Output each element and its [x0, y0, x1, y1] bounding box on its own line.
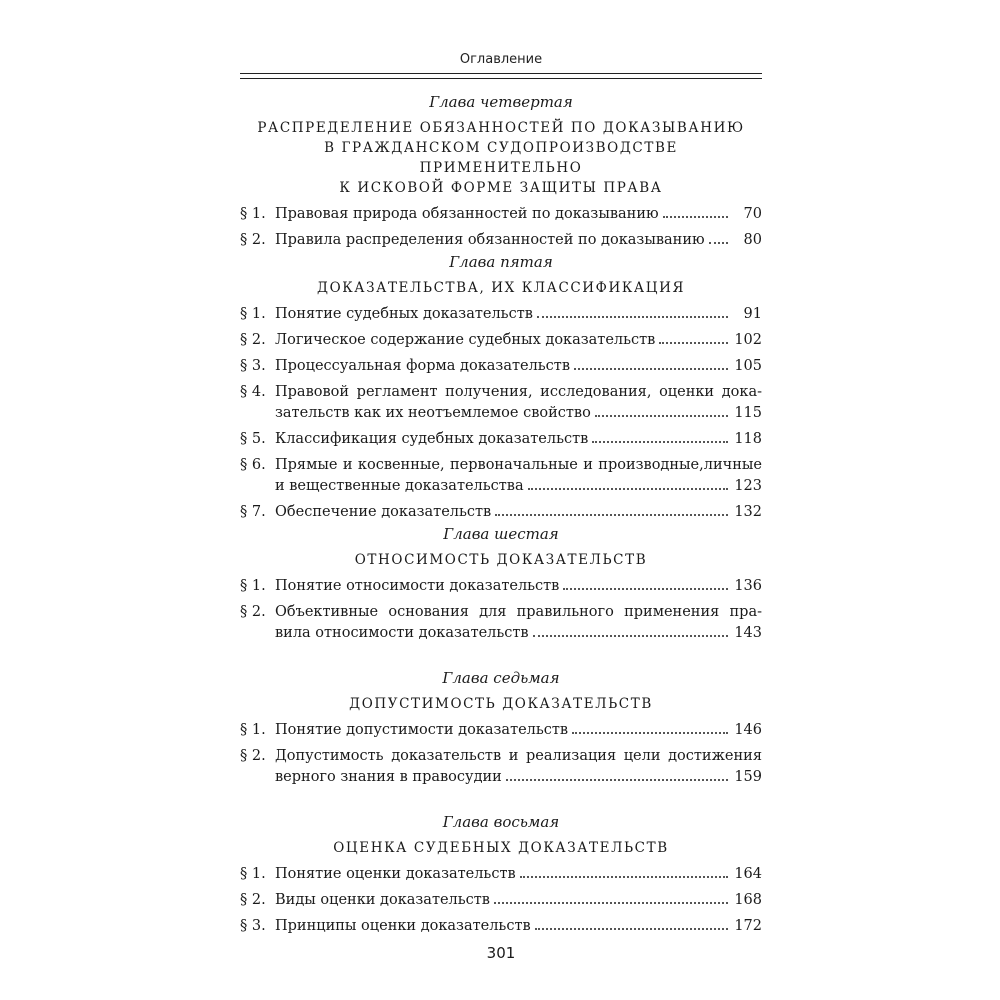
- chapter: [240, 812, 762, 942]
- section-number: § 2.: [240, 232, 266, 248]
- page-ref: 164: [734, 866, 762, 882]
- toc-entry[interactable]: [240, 864, 762, 885]
- running-head: Оглавление: [459, 52, 543, 67]
- page-ref: 105: [734, 358, 762, 374]
- entry-title-line: Правила распределения обязанностей по доказыванию: [275, 232, 705, 248]
- page-ref: 143: [734, 625, 762, 641]
- section-number: § 6.: [240, 457, 266, 473]
- section-number: § 2.: [240, 748, 266, 764]
- page-ref: 168: [734, 892, 762, 908]
- chapter-title: [240, 838, 762, 858]
- section-number: § 1.: [240, 866, 266, 882]
- section-number: § 4.: [240, 384, 266, 400]
- toc-entry[interactable]: [240, 502, 762, 523]
- entry-title-line: Допустимость доказательств и реализация цели достижения: [275, 748, 762, 764]
- section-number: § 3.: [240, 918, 266, 934]
- toc-entry-list: [240, 720, 762, 788]
- toc-entry[interactable]: [240, 916, 762, 937]
- entry-body: [275, 890, 762, 911]
- section-number: § 7.: [240, 504, 266, 520]
- toc-entry[interactable]: [240, 746, 762, 788]
- entry-title-line: Прямые и косвенные, первоначальные и производные,личные: [275, 457, 762, 473]
- entry-body: [275, 602, 762, 644]
- entry-last-line: [275, 767, 762, 788]
- section-number: § 1.: [240, 306, 266, 322]
- dot-leader: [595, 415, 728, 417]
- entry-last-line: [275, 429, 762, 450]
- toc-entry[interactable]: [240, 304, 762, 325]
- entry-title-line: Понятие допустимости доказательств: [275, 722, 569, 738]
- entry-body: [275, 502, 762, 523]
- entry-body: [275, 746, 762, 788]
- chapter-title-line: В ГРАЖДАНСКОМ СУДОПРОИЗВОДСТВЕ ПРИМЕНИТЕЛЬНО: [324, 140, 678, 176]
- chapter-title-line: К ИСКОВОЙ ФОРМЕ ЗАЩИТЫ ПРАВА: [339, 180, 663, 196]
- dot-leader: [535, 928, 728, 930]
- entry-last-line: [275, 916, 762, 937]
- chapter-title: [240, 118, 762, 198]
- header-rule-thin: [240, 78, 762, 79]
- entry-title-line: Понятие судебных доказательств: [275, 306, 533, 322]
- entry-title-line: Правовой регламент получения, исследования, оценки дока-: [275, 384, 762, 400]
- page-ref: 132: [734, 504, 762, 520]
- entry-body: [275, 864, 762, 885]
- chapter-title: [240, 694, 762, 714]
- dot-leader: [506, 779, 728, 781]
- toc-entry[interactable]: [240, 330, 762, 351]
- chapter-title-line: РАСПРЕДЕЛЕНИЕ ОБЯЗАННОСТЕЙ ПО ДОКАЗЫВАНИЮ: [257, 120, 745, 136]
- chapter: [240, 524, 762, 649]
- entry-title-line: Правовая природа обязанностей по доказыванию: [275, 206, 659, 222]
- entry-body: [275, 720, 762, 741]
- entry-title-line: Понятие относимости доказательств: [275, 578, 560, 594]
- entry-title-line: Обеспечение доказательств: [275, 504, 492, 520]
- dot-leader: [533, 635, 728, 637]
- toc-entry[interactable]: [240, 602, 762, 644]
- entry-last-line: [275, 330, 762, 351]
- chapter-title: [240, 278, 762, 298]
- dot-leader: [528, 488, 728, 490]
- page-ref: 146: [734, 722, 762, 738]
- chapter-title-line: ДОКАЗАТЕЛЬСТВА, ИХ КЛАССИФИКАЦИЯ: [317, 280, 685, 296]
- page-ref: 123: [734, 478, 762, 494]
- toc-entry[interactable]: [240, 230, 762, 251]
- section-number: § 5.: [240, 431, 266, 447]
- entry-last-line: [275, 890, 762, 911]
- toc-entry-list: [240, 304, 762, 523]
- section-number: § 2.: [240, 604, 266, 620]
- section-number: § 1.: [240, 722, 266, 738]
- page-number: 301: [486, 944, 516, 962]
- page-ref: 80: [743, 232, 762, 248]
- page-ref: 102: [734, 332, 762, 348]
- entry-title-line: и вещественные доказательства: [275, 478, 524, 494]
- entry-last-line: [275, 720, 762, 741]
- entry-last-line: [275, 623, 762, 644]
- toc-entry[interactable]: [240, 455, 762, 497]
- entry-title-line: зательств как их неотъемлемое свойство: [275, 405, 591, 421]
- toc-entry[interactable]: [240, 429, 762, 450]
- toc-entry[interactable]: [240, 204, 762, 225]
- toc-entry-list: [240, 864, 762, 937]
- chapter-title-line: ДОПУСТИМОСТЬ ДОКАЗАТЕЛЬСТВ: [349, 696, 653, 712]
- dot-leader: [574, 368, 728, 370]
- entry-title-line: Виды оценки доказательств: [275, 892, 490, 908]
- entry-last-line: [275, 356, 762, 377]
- chapter-label: Глава седьмая: [442, 669, 560, 687]
- entry-last-line: [275, 304, 762, 325]
- dot-leader: [563, 588, 728, 590]
- entry-title-line: Логическое содержание судебных доказательств: [275, 332, 656, 348]
- dot-leader: [572, 732, 728, 734]
- entry-last-line: [275, 403, 762, 424]
- dot-leader: [659, 342, 728, 344]
- entry-body: [275, 204, 762, 225]
- dot-leader: [494, 902, 728, 904]
- entry-last-line: [275, 204, 762, 225]
- dot-leader: [537, 316, 728, 318]
- entry-last-line: [275, 502, 762, 523]
- entry-title-line: вила относимости доказательств: [275, 625, 529, 641]
- page-ref: 115: [734, 405, 762, 421]
- chapter-title-line: ОЦЕНКА СУДЕБНЫХ ДОКАЗАТЕЛЬСТВ: [333, 840, 669, 856]
- page-ref: 136: [734, 578, 762, 594]
- page-ref: 159: [734, 769, 762, 785]
- header-rule-thick: [240, 73, 762, 74]
- entry-body: [275, 429, 762, 450]
- toc-entry-list: [240, 204, 762, 251]
- chapter-label: Глава четвертая: [429, 93, 573, 111]
- entry-title-line: Классификация судебных доказательств: [275, 431, 589, 447]
- toc-entry[interactable]: [240, 576, 762, 597]
- entry-body: [275, 455, 762, 497]
- entry-last-line: [275, 476, 762, 497]
- toc-entry-list: [240, 576, 762, 644]
- section-number: § 3.: [240, 358, 266, 374]
- entry-title-line: Понятие оценки доказательств: [275, 866, 516, 882]
- entry-body: [275, 304, 762, 325]
- dot-leader: [495, 514, 728, 516]
- entry-body: [275, 330, 762, 351]
- entry-body: [275, 916, 762, 937]
- dot-leader: [520, 876, 728, 878]
- entry-title-line: Процессуальная форма доказательств: [275, 358, 570, 374]
- chapter: [240, 668, 762, 793]
- toc-entry[interactable]: [240, 382, 762, 424]
- toc-entry[interactable]: [240, 720, 762, 741]
- page-ref: 118: [734, 431, 762, 447]
- entry-title-line: Объективные основания для правильного применения пра-: [275, 604, 762, 620]
- section-number: § 1.: [240, 206, 266, 222]
- chapter: [240, 92, 762, 256]
- page-ref: 91: [743, 306, 762, 322]
- entry-body: [275, 576, 762, 597]
- dot-leader: [592, 441, 728, 443]
- entry-body: [275, 356, 762, 377]
- page-ref: 70: [743, 206, 762, 222]
- chapter-title: [240, 550, 762, 570]
- entry-title-line: верного знания в правосудии: [275, 769, 502, 785]
- entry-last-line: [275, 576, 762, 597]
- dot-leader: [709, 242, 728, 244]
- section-number: § 2.: [240, 332, 266, 348]
- chapter-label: Глава пятая: [449, 253, 553, 271]
- section-number: § 2.: [240, 892, 266, 908]
- section-number: § 1.: [240, 578, 266, 594]
- toc-entry[interactable]: [240, 890, 762, 911]
- dot-leader: [663, 216, 728, 218]
- entry-body: [275, 230, 762, 251]
- entry-body: [275, 382, 762, 424]
- page-ref: 172: [734, 918, 762, 934]
- entry-last-line: [275, 230, 762, 251]
- chapter: [240, 252, 762, 528]
- chapter-label: Глава восьмая: [442, 813, 560, 831]
- chapter-label: Глава шестая: [443, 525, 559, 543]
- chapter-title-line: ОТНОСИМОСТЬ ДОКАЗАТЕЛЬСТВ: [354, 552, 648, 568]
- entry-last-line: [275, 864, 762, 885]
- toc-entry[interactable]: [240, 356, 762, 377]
- entry-title-line: Принципы оценки доказательств: [275, 918, 531, 934]
